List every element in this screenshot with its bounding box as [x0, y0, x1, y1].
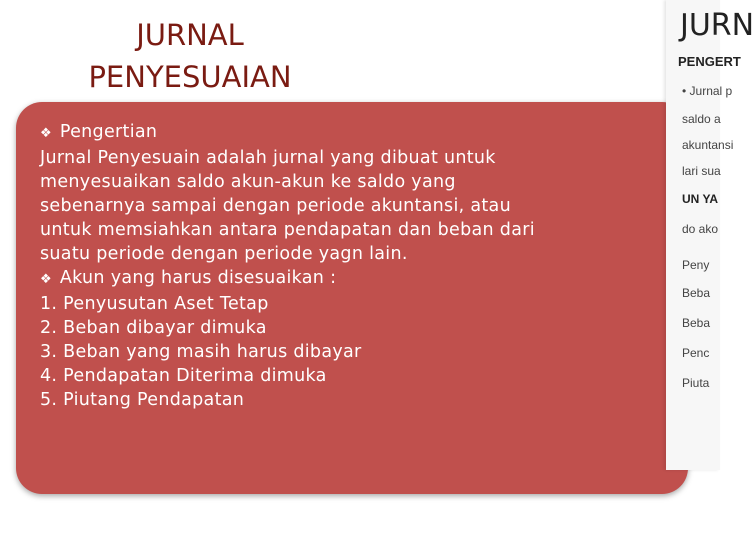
definition-line: suatu periode dengan periode yagn lain.	[40, 244, 408, 264]
diamond-bullet-icon: ❖	[40, 272, 52, 287]
list-item: 5. Piutang Pendapatan	[40, 390, 245, 410]
definition-line: Jurnal Penyesuain adalah jurnal yang dibuat untuk	[40, 148, 496, 168]
definition-line: untuk memsiahkan antara pendapatan dan beban dari	[40, 220, 535, 240]
preview-line: Beba	[682, 316, 711, 330]
list-item: 1. Penyusutan Aset Tetap	[40, 294, 269, 314]
list-item: 2. Beban dibayar dimuka	[40, 318, 267, 338]
next-slide-preview	[666, 0, 754, 470]
preview-line: akuntansi	[682, 138, 734, 152]
heading-text: Pengertian	[59, 122, 158, 142]
diamond-bullet-icon: ❖	[40, 126, 52, 141]
content-text	[40, 120, 660, 412]
preview-line: Piuta	[682, 376, 710, 390]
page-title	[60, 14, 320, 98]
preview-line: Peny	[682, 258, 710, 272]
preview-line: lari sua	[682, 164, 721, 178]
list-item: 4. Pendapatan Diterima dimuka	[40, 366, 327, 386]
preview-line: UN YA	[682, 192, 719, 206]
preview-line: Beba	[682, 286, 711, 300]
preview-title: JURN	[680, 8, 754, 43]
preview-subtitle: PENGERT	[678, 54, 741, 69]
preview-line: saldo a	[682, 112, 721, 126]
preview-line: Penc	[682, 346, 710, 360]
definition-line: sebenarnya sampai dengan periode akuntansi, atau	[40, 196, 511, 216]
heading-text: Akun yang harus disesuaikan :	[59, 268, 337, 288]
preview-line: • Jurnal p	[682, 84, 733, 98]
heading-pengertian	[40, 120, 660, 146]
list-item: 3. Beban yang masih harus dibayar	[40, 342, 362, 362]
definition-line: menyesuaikan saldo akun-akun ke saldo yang	[40, 172, 456, 192]
preview-line: do ako	[682, 222, 719, 236]
title-line-1: JURNAL	[136, 18, 244, 52]
title-line-2: PENYESUAIAN	[88, 60, 292, 94]
heading-akun	[40, 266, 660, 292]
